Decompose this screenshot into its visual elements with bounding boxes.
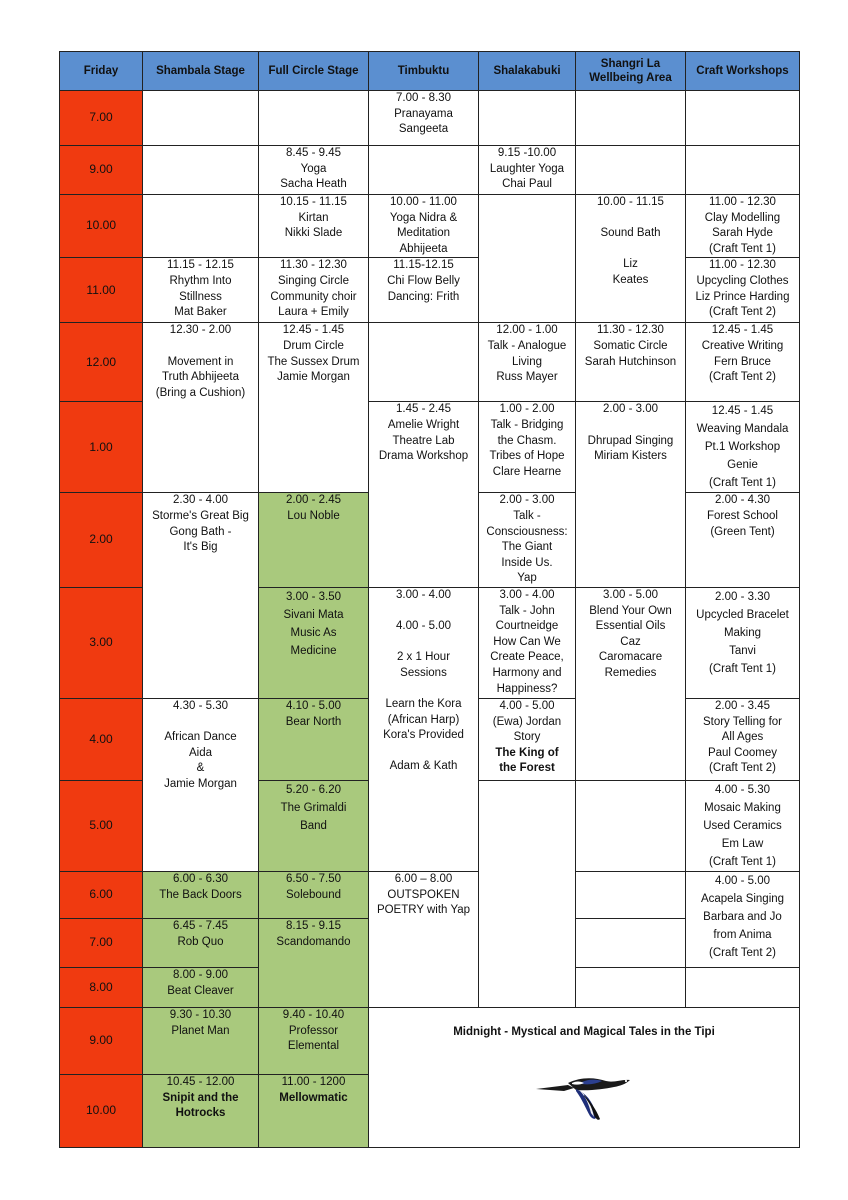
event-line: Amelie Wright bbox=[387, 418, 460, 431]
event-cell bbox=[143, 323, 259, 493]
event-line: Blend Your Own bbox=[589, 604, 672, 617]
event-line: Used Ceramics bbox=[703, 819, 782, 832]
time-slot: 7.00 bbox=[60, 918, 143, 967]
event-line: Movement in bbox=[167, 355, 234, 368]
event-line: 12.00 - 1.00 bbox=[496, 324, 558, 337]
event-line: the Forest bbox=[499, 762, 555, 775]
event-cell bbox=[259, 871, 369, 918]
event-line: Laura + Emily bbox=[278, 306, 349, 319]
event-cell bbox=[686, 258, 800, 323]
event-cell bbox=[576, 587, 686, 780]
spacer bbox=[372, 682, 475, 698]
event-line: Sarah Hutchinson bbox=[584, 355, 677, 368]
event-line: Miriam Kisters bbox=[594, 450, 667, 463]
event-cell bbox=[259, 698, 369, 780]
event-line: African Dance bbox=[164, 731, 237, 744]
event-line: Talk - John bbox=[499, 604, 555, 617]
event-line: 6.00 – 8.00 bbox=[394, 872, 453, 885]
midnight-cell bbox=[369, 1007, 800, 1147]
event-cell bbox=[576, 195, 686, 323]
event-line: 6.50 - 7.50 bbox=[286, 872, 341, 885]
time-slot: 5.00 bbox=[60, 780, 143, 871]
event-cell bbox=[369, 587, 479, 871]
event-line: OUTSPOKEN bbox=[387, 888, 460, 901]
event-line: Kirtan bbox=[298, 211, 329, 224]
event-line: Story Telling for bbox=[702, 715, 783, 728]
time-slot: 8.00 bbox=[60, 967, 143, 1007]
event-line: Professor bbox=[288, 1024, 339, 1037]
magpie-icon bbox=[534, 1069, 634, 1123]
empty-cell bbox=[143, 195, 259, 258]
event-line: 2.00 - 2.45 bbox=[286, 494, 341, 507]
event-line: 11.00 - 12.30 bbox=[709, 259, 776, 272]
event-line: from Anima bbox=[713, 928, 772, 941]
event-line: (Bring a Cushion) bbox=[155, 386, 246, 399]
event-line: (Craft Tent 1) bbox=[709, 855, 776, 868]
event-cell bbox=[259, 493, 369, 588]
mellowmatic-title bbox=[262, 1091, 365, 1107]
spacer bbox=[579, 418, 682, 434]
event-line: Beat Cleaver bbox=[167, 984, 234, 997]
story-lines bbox=[482, 699, 572, 746]
snipit-time bbox=[146, 1075, 255, 1091]
event-cell bbox=[259, 1007, 369, 1074]
event-line: 4.00 - 5.00 bbox=[396, 620, 451, 633]
event-line: Mosaic Making bbox=[704, 801, 781, 814]
event-cell bbox=[259, 918, 369, 1007]
event-line: 9.15 -10.00 bbox=[497, 147, 557, 159]
time-slot: 1.00 bbox=[60, 402, 143, 493]
empty-cell bbox=[479, 780, 576, 1007]
event-line: 2.00 - 3.00 bbox=[603, 403, 658, 416]
event-line: 11.00 - 12.30 bbox=[709, 196, 776, 208]
event-line: Jamie Morgan bbox=[164, 777, 237, 790]
event-line: Acapela Singing bbox=[700, 892, 785, 905]
event-line: Sacha Heath bbox=[280, 178, 347, 191]
header-row bbox=[60, 52, 800, 91]
event-line: POETRY with Yap bbox=[376, 904, 471, 917]
event-line: Harmony and bbox=[492, 666, 562, 679]
event-cell bbox=[259, 587, 369, 698]
event-line: 3.00 - 5.00 bbox=[603, 588, 658, 601]
event-cell bbox=[686, 871, 800, 967]
event-line: Barbara and Jo bbox=[703, 910, 782, 923]
event-line: Music As bbox=[290, 626, 337, 639]
event-line: Mellowmatic bbox=[279, 1091, 348, 1104]
event-line: Courtneidge bbox=[495, 620, 559, 633]
event-cell bbox=[479, 587, 576, 698]
event-cell bbox=[259, 1074, 369, 1147]
empty-cell bbox=[369, 146, 479, 195]
event-line: Happiness? bbox=[496, 682, 558, 695]
event-line: 12.45 - 1.45 bbox=[282, 324, 345, 337]
event-cell bbox=[143, 258, 259, 323]
event-cell bbox=[686, 323, 800, 402]
event-line: 4.10 - 5.00 bbox=[286, 699, 341, 712]
event-line: Talk - Analogue bbox=[487, 339, 567, 352]
event-line: Clay Modelling bbox=[704, 211, 781, 224]
empty-cell bbox=[576, 967, 686, 1007]
event-cell bbox=[686, 195, 800, 258]
empty-cell bbox=[479, 195, 576, 323]
event-cell bbox=[259, 780, 369, 871]
spacer bbox=[579, 242, 682, 258]
event-line: All Ages bbox=[721, 731, 764, 744]
event-line: Sarah Hyde bbox=[712, 227, 773, 240]
event-line: 12.45 - 1.45 bbox=[711, 405, 774, 418]
event-cell bbox=[143, 871, 259, 918]
event-line: 9.40 - 10.40 bbox=[282, 1008, 345, 1021]
event-line: Elemental bbox=[287, 1040, 340, 1053]
event-line: (Green Tent) bbox=[710, 525, 775, 538]
event-line: 3.00 - 4.00 bbox=[499, 588, 555, 601]
spacer bbox=[146, 715, 255, 731]
event-line: Rob Quo bbox=[177, 935, 224, 948]
time-slot: 10.00 bbox=[60, 195, 143, 258]
event-line: Solebound bbox=[286, 888, 341, 901]
empty-cell bbox=[576, 918, 686, 967]
event-line: Singing Circle bbox=[278, 274, 349, 287]
festival-schedule-table bbox=[59, 51, 800, 1148]
time-slot: 6.00 bbox=[60, 871, 143, 918]
event-line: 11.15-12.15 bbox=[393, 259, 454, 272]
event-line: 9.30 - 10.30 bbox=[169, 1008, 232, 1021]
event-line: Somatic Circle bbox=[593, 339, 668, 352]
event-line: Create Peace, bbox=[490, 651, 564, 664]
event-line: Community choir bbox=[270, 290, 357, 303]
time-slot: 3.00 bbox=[60, 587, 143, 698]
event-line: Snipit and the bbox=[162, 1091, 239, 1104]
empty-cell bbox=[576, 871, 686, 918]
event-line: 6.00 - 6.30 bbox=[173, 872, 228, 885]
event-line: Nikki Slade bbox=[284, 227, 343, 240]
event-line: Kora's Provided bbox=[383, 729, 464, 742]
event-cell bbox=[479, 493, 576, 588]
event-line: Adam & Kath bbox=[389, 760, 458, 773]
event-line: 3.00 - 3.50 bbox=[286, 590, 341, 603]
event-line: Aida bbox=[188, 746, 213, 759]
event-cell bbox=[259, 258, 369, 323]
event-line: Yap bbox=[517, 572, 537, 585]
event-cell bbox=[143, 918, 259, 967]
time-slot: 10.00 bbox=[60, 1074, 143, 1147]
time-slot: 9.00 bbox=[60, 1007, 143, 1074]
stage-header-shangri-la: Shangri La Wellbeing Area bbox=[576, 52, 686, 91]
event-line: 2.00 - 4.30 bbox=[715, 494, 770, 507]
event-line: 6.45 - 7.45 bbox=[173, 919, 228, 932]
event-line: (Craft Tent 1) bbox=[709, 662, 776, 675]
event-line: Hotrocks bbox=[175, 1107, 226, 1120]
spacer bbox=[372, 604, 475, 620]
empty-cell bbox=[686, 967, 800, 1007]
event-line: Russ Mayer bbox=[496, 371, 558, 384]
event-line: Abhijeeta bbox=[399, 242, 448, 255]
event-line: 3.00 - 4.00 bbox=[396, 588, 451, 601]
event-cell bbox=[259, 146, 369, 195]
event-line: Drum Circle bbox=[283, 339, 344, 352]
time-slot: 4.00 bbox=[60, 698, 143, 780]
event-line: 8.00 - 9.00 bbox=[173, 968, 228, 981]
event-line: 10.15 - 11.15 bbox=[280, 196, 347, 208]
event-line: (Craft Tent 2) bbox=[709, 371, 776, 384]
time-slot: 7.00 bbox=[60, 91, 143, 146]
event-line: (Craft Tent 1) bbox=[709, 477, 776, 490]
event-line: The King of bbox=[495, 746, 559, 759]
empty-cell bbox=[576, 91, 686, 146]
event-line: The Giant bbox=[501, 541, 553, 554]
event-line: Dancing: Frith bbox=[387, 290, 460, 303]
midnight-text: Midnight - Mystical and Magical Tales in the Tipi bbox=[453, 1025, 715, 1038]
empty-cell bbox=[143, 146, 259, 195]
event-cell bbox=[686, 587, 800, 698]
event-line: 12.45 - 1.45 bbox=[711, 324, 774, 337]
event-line: 8.15 - 9.15 bbox=[286, 919, 341, 932]
event-line: 2.00 - 3.45 bbox=[715, 699, 770, 712]
event-cell bbox=[143, 1074, 259, 1147]
event-line: Jamie Morgan bbox=[277, 371, 350, 384]
event-line: 2.30 - 4.00 bbox=[173, 494, 228, 507]
event-line: Remedies bbox=[604, 666, 657, 679]
event-cell bbox=[369, 91, 479, 146]
event-line: Pranayama bbox=[394, 107, 453, 120]
event-line: 11.30 - 12.30 bbox=[280, 259, 347, 272]
stage-header-shalakabuki: Shalakabuki bbox=[479, 52, 576, 91]
empty-cell bbox=[259, 91, 369, 146]
event-line: (Ewa) Jordan bbox=[492, 715, 562, 728]
event-line: Sangeeta bbox=[398, 123, 449, 136]
event-line: It's Big bbox=[183, 541, 218, 554]
event-line: Meditation bbox=[396, 227, 451, 240]
event-line: Truth Abhijeeta bbox=[162, 371, 239, 384]
event-line: 1.45 - 2.45 bbox=[396, 403, 451, 416]
event-line: Laughter Yoga bbox=[489, 162, 565, 175]
time-slot: 12.00 bbox=[60, 323, 143, 402]
event-line: 10.00 - 11.15 bbox=[597, 196, 664, 208]
event-line: How Can We bbox=[493, 635, 561, 648]
event-line: 2 x 1 Hour bbox=[396, 651, 451, 664]
empty-cell bbox=[576, 780, 686, 871]
event-line: Inside Us. bbox=[501, 556, 553, 569]
event-line: 5.20 - 6.20 bbox=[286, 783, 341, 796]
stage-header-craft: Craft Workshops bbox=[686, 52, 800, 91]
empty-cell bbox=[369, 323, 479, 402]
snipit-title bbox=[146, 1091, 255, 1122]
event-line: Em Law bbox=[721, 837, 764, 850]
event-line: Band bbox=[300, 819, 327, 832]
event-line: The Back Doors bbox=[159, 888, 242, 901]
event-cell bbox=[576, 323, 686, 402]
event-line: Dhrupad Singing bbox=[587, 434, 674, 447]
event-line: Planet Man bbox=[171, 1024, 230, 1037]
event-line: 11.00 - 1200 bbox=[281, 1075, 346, 1088]
event-line: Keates bbox=[612, 273, 649, 286]
story-title bbox=[482, 746, 572, 777]
event-line: (Craft Tent 1) bbox=[709, 242, 776, 255]
empty-cell bbox=[686, 91, 800, 146]
event-line: Upcycling Clothes bbox=[696, 274, 789, 287]
event-line: Theatre Lab bbox=[392, 434, 455, 447]
event-line: 2.00 - 3.00 bbox=[499, 494, 555, 507]
event-line: Genie bbox=[727, 459, 758, 472]
event-line: the Chasm. bbox=[497, 434, 557, 447]
empty-cell bbox=[143, 91, 259, 146]
time-slot: 9.00 bbox=[60, 146, 143, 195]
event-line: Mat Baker bbox=[174, 306, 227, 319]
event-cell bbox=[143, 493, 259, 699]
event-line: Drama Workshop bbox=[378, 450, 469, 463]
event-line: The Grimaldi bbox=[280, 801, 347, 814]
event-line: Weaving Mandala bbox=[696, 423, 789, 436]
event-line: Gong Bath - bbox=[169, 525, 232, 538]
event-line: Lou Noble bbox=[287, 509, 340, 522]
event-line: Essential Oils bbox=[595, 620, 666, 633]
event-line: Chi Flow Belly bbox=[387, 274, 460, 287]
event-line: Caz bbox=[620, 635, 641, 648]
event-cell bbox=[686, 402, 800, 493]
event-cell bbox=[369, 402, 479, 588]
event-line: Talk - bbox=[513, 509, 541, 522]
event-line: 7.00 - 8.30 bbox=[396, 92, 451, 104]
event-cell bbox=[686, 493, 800, 588]
event-line: (Craft Tent 2) bbox=[709, 762, 776, 775]
event-cell bbox=[369, 871, 479, 1007]
event-line: Upcycled Bracelet bbox=[696, 608, 789, 621]
event-cell bbox=[686, 698, 800, 780]
event-cell bbox=[369, 195, 479, 258]
stage-header-full-circle: Full Circle Stage bbox=[259, 52, 369, 91]
event-cell bbox=[479, 146, 576, 195]
mellowmatic-time bbox=[262, 1075, 365, 1091]
event-line: Storme's Great Big bbox=[152, 509, 249, 522]
event-line: Pt.1 Workshop bbox=[704, 441, 781, 454]
event-line: Talk - Bridging bbox=[490, 418, 564, 431]
event-line: 10.45 - 12.00 bbox=[166, 1075, 235, 1088]
event-line: (Craft Tent 2) bbox=[709, 306, 776, 319]
event-line: Tanvi bbox=[729, 644, 756, 657]
event-cell bbox=[479, 698, 576, 780]
event-cell bbox=[479, 323, 576, 402]
event-line: Liz bbox=[623, 258, 638, 271]
event-line: Scandomando bbox=[276, 935, 351, 948]
event-line: The Sussex Drum bbox=[267, 355, 360, 368]
event-cell bbox=[479, 402, 576, 493]
event-cell bbox=[259, 323, 369, 493]
event-line: Creative Writing bbox=[701, 339, 784, 352]
event-line: (African Harp) bbox=[387, 713, 460, 726]
stage-header-shambala: Shambala Stage bbox=[143, 52, 259, 91]
time-slot: 2.00 bbox=[60, 493, 143, 588]
event-cell bbox=[143, 698, 259, 871]
empty-cell bbox=[576, 146, 686, 195]
event-line: 4.00 - 5.30 bbox=[715, 783, 770, 796]
event-cell bbox=[259, 195, 369, 258]
event-line: Making bbox=[723, 626, 762, 639]
event-line: Learn the Kora bbox=[385, 698, 462, 711]
empty-cell bbox=[686, 146, 800, 195]
event-line: 1.00 - 2.00 bbox=[499, 403, 555, 416]
spacer bbox=[372, 635, 475, 651]
event-line: Sivani Mata bbox=[283, 608, 344, 621]
spacer bbox=[146, 339, 255, 355]
stage-header-timbuktu: Timbuktu bbox=[369, 52, 479, 91]
event-line: 11.30 - 12.30 bbox=[597, 324, 664, 337]
event-line: 12.30 - 2.00 bbox=[169, 324, 232, 337]
event-line: Sound Bath bbox=[600, 227, 661, 240]
event-line: Sessions bbox=[400, 666, 447, 679]
event-line: Tribes of Hope bbox=[489, 450, 565, 463]
event-line: Bear North bbox=[285, 715, 342, 728]
event-line: 2.00 - 3.30 bbox=[715, 590, 770, 603]
event-line: 4.00 - 5.00 bbox=[499, 699, 555, 712]
event-line: Caromacare bbox=[598, 651, 663, 664]
event-line: Living bbox=[511, 355, 543, 368]
event-line: Rhythm Into bbox=[169, 274, 232, 287]
event-line: Stillness bbox=[179, 290, 222, 303]
event-cell bbox=[143, 967, 259, 1007]
event-line: Story bbox=[513, 731, 541, 744]
event-line: 4.00 - 5.00 bbox=[715, 874, 770, 887]
event-line: Fern Bruce bbox=[714, 355, 771, 368]
event-line: & bbox=[196, 762, 205, 775]
event-line: 4.30 - 5.30 bbox=[173, 699, 228, 712]
event-line: Consciousness: bbox=[486, 525, 568, 538]
event-cell bbox=[143, 1007, 259, 1074]
day-header: Friday bbox=[60, 52, 143, 91]
event-line: 10.00 - 11.00 bbox=[390, 196, 457, 208]
event-line: Chai Paul bbox=[502, 178, 552, 191]
event-line: Clare Hearne bbox=[492, 465, 562, 478]
empty-cell bbox=[479, 91, 576, 146]
event-line: 8.45 - 9.45 bbox=[286, 147, 341, 159]
event-line: Liz Prince Harding bbox=[695, 290, 790, 303]
event-cell bbox=[369, 258, 479, 323]
event-line: Forest School bbox=[707, 509, 778, 522]
event-line: Medicine bbox=[290, 644, 337, 657]
event-line: Yoga Nidra & bbox=[389, 211, 458, 224]
time-slot: 11.00 bbox=[60, 258, 143, 323]
spacer bbox=[372, 744, 475, 760]
event-line: Paul Coomey bbox=[707, 746, 778, 759]
event-line: Yoga bbox=[300, 162, 327, 175]
spacer bbox=[579, 211, 682, 227]
event-line: 11.15 - 12.15 bbox=[167, 259, 234, 272]
event-cell bbox=[576, 402, 686, 588]
event-cell bbox=[686, 780, 800, 871]
event-line: (Craft Tent 2) bbox=[709, 946, 776, 959]
